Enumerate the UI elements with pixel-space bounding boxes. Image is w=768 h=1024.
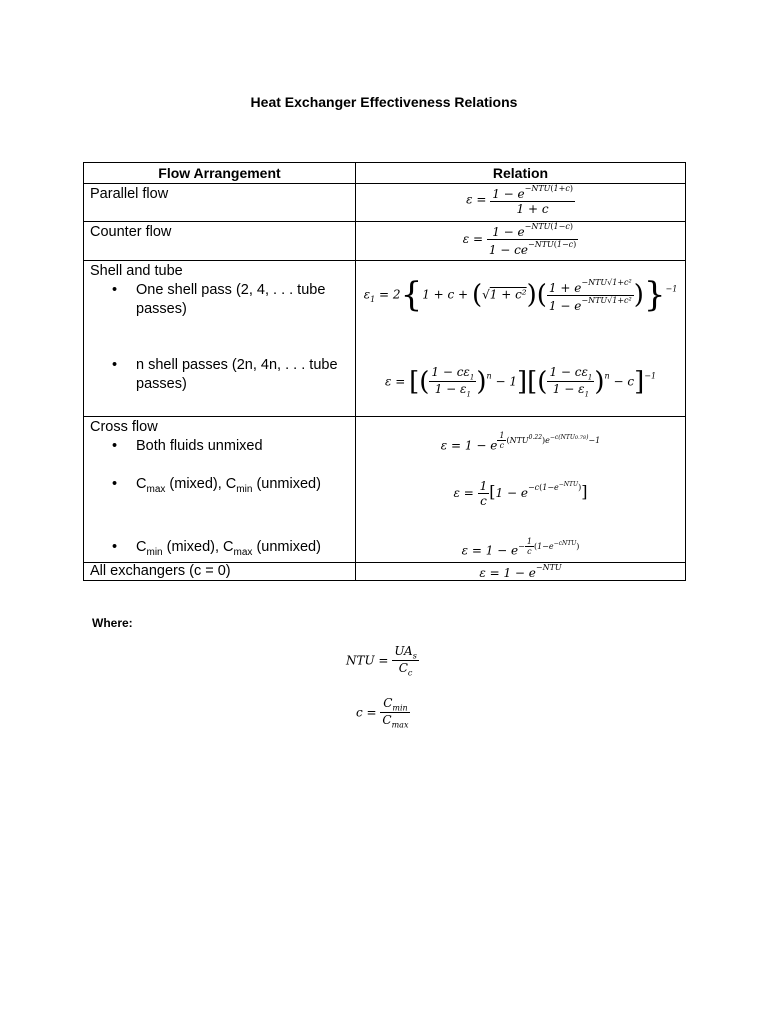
n-shell-passes-relation: ε = [( $\frac{1 - c\varepsilon_1}{1 - \varepsilon_1}$ )$^n$ − 1][( $\frac{1 - c\varepsilon_1}{1 - \varepsilon_1}$ )$^n$ − c]$^{-1}$ [384, 365, 657, 399]
document-title: Heat Exchanger Effectiveness Relations [250, 94, 518, 110]
cross-flow-label: Cross flow [90, 419, 158, 435]
all-exchangers-label: All exchangers (c = 0) [90, 562, 231, 579]
table-row [84, 562, 686, 580]
header-flow-arrangement: Flow Arrangement [84, 163, 356, 184]
where-label: Where: [92, 616, 133, 630]
header-relation: Relation [356, 163, 686, 184]
c-definition: c = $C_{min}$ $C_{max}$ [356, 696, 409, 730]
counter-flow-relation: ε = $1 - e^{-NTU(1-c)}$ $1 - ce^{-NTU(1-c)}$ [356, 222, 686, 261]
counter-flow-label: Counter flow [90, 224, 172, 240]
n-shell-passes-item: • n shell passes (2n, 4n, . . . tube passes) [84, 356, 355, 394]
table-header-row [84, 163, 686, 184]
table-row [84, 222, 686, 261]
cmax-mixed-relation: ε = $\frac{1}{c}$ $[1 - e^{-c(1-e^{-NTU})}]$ [453, 479, 588, 508]
table-row [84, 184, 686, 222]
cmin-mixed-item: • $C_{min}$ (mixed), $C_{max}$ (unmixed) [84, 538, 355, 562]
all-exchangers-relation: $\varepsilon = 1 - e^{-NTU}$ [356, 562, 686, 580]
ntu-definition: NTU = $UA_s$ $C_c$ [346, 644, 417, 678]
table-row [84, 417, 686, 563]
parallel-flow-label: Parallel flow [90, 186, 169, 202]
one-shell-pass-relation: $\varepsilon_1 = 2\{1 + c + (√1 + c^2)$( $1 + e^{-NTU√1+c^2}$ $1 - e^{-NTU√1+c^2}$ )}$^{-1}$ [363, 275, 678, 315]
table-row [84, 261, 686, 417]
both-fluids-unmixed-item: • Both fluids unmixed [84, 437, 355, 456]
shell-and-tube-label: Shell and tube [90, 263, 183, 279]
one-shell-pass-item: • One shell pass (2, 4, . . . tube passes) [84, 281, 355, 319]
both-unmixed-relation: ε = 1 − e $^{\frac{1}{c} (NTU^{0.22})e^{-c(NTU0.78)}-1}$ [440, 431, 601, 453]
cmin-mixed-relation: $\varepsilon = 1 - e^{- \frac{1}{c} (1-e^{-cNTU})}$ [461, 537, 580, 558]
effectiveness-table [83, 162, 686, 581]
parallel-flow-relation: ε = $1 - e^{-NTU(1+c)}$ 1 + c [356, 184, 686, 222]
cmax-mixed-item: • $C_{max}$ (mixed), $C_{min}$ (unmixed) [84, 475, 355, 499]
